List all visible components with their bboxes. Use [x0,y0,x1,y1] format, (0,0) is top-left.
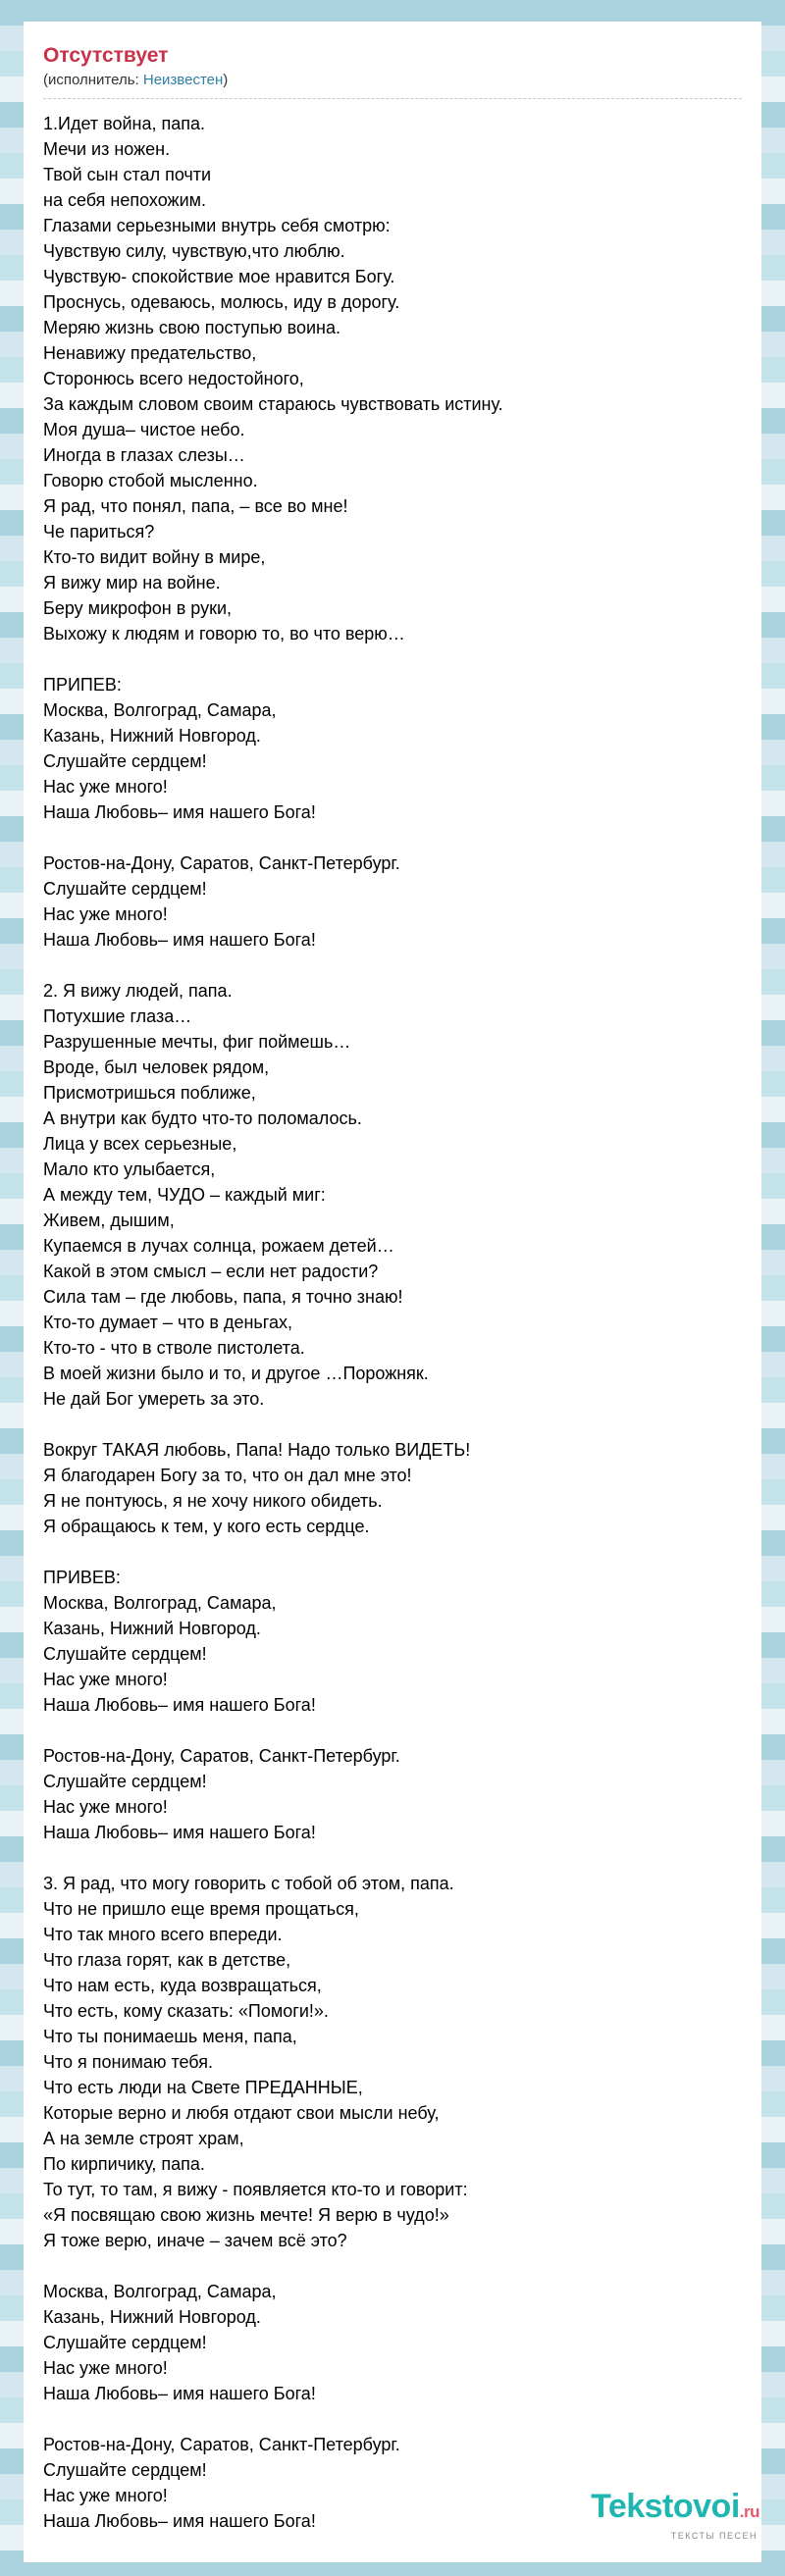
lyric-line: ПРИВЕВ: [43,1568,121,1587]
lyric-line: Говорю стобой мысленно. [43,471,258,490]
lyric-line [43,646,742,672]
lyric-line: Наша Любовь– имя нашего Бога! [43,2511,316,2531]
lyric-line: Москва, Волгоград, Самара, [43,1593,277,1613]
subtitle-suffix: ) [223,72,229,88]
lyric-line [43,1539,742,1565]
lyric-line: Какой в этом смысл – если нет радости? [43,1262,379,1281]
lyric-line: Слушайте сердцем! [43,2460,207,2480]
lyric-line [43,825,742,850]
lyric-line: Ростов-на-Дону, Саратов, Санкт-Петербург. [43,1746,400,1766]
lyric-line: Слушайте сердцем! [43,751,207,771]
logo-name: Tekstovoi [591,2488,740,2525]
lyric-line: «Я посвящаю свою жизнь мечте! Я верю в чудо!» [43,2205,449,2225]
lyric-line: Вокруг ТАКАЯ любовь, Папа! Надо только ВИДЕТЬ! [43,1440,471,1460]
logo-tagline: ТЕКСТЫ ПЕСЕН [670,2531,758,2541]
lyric-line: Сторонюсь всего недостойного, [43,369,304,388]
lyric-line: Разрушенные мечты, фиг поймешь… [43,1032,351,1052]
lyric-line: ПРИПЕВ: [43,675,122,695]
lyric-line: Слушайте сердцем! [43,1772,207,1791]
lyric-line [43,2406,742,2432]
lyric-line: Что есть люди на Свете ПРЕДАННЫЕ, [43,2078,363,2097]
lyric-line: А между тем, ЧУДО – каждый миг: [43,1185,326,1205]
lyric-line: Не дай Бог умереть за это. [43,1389,265,1409]
lyric-line: Живем, дышим, [43,1211,175,1230]
lyric-line: Наша Любовь– имя нашего Бога! [43,1695,316,1715]
lyric-line: Мало кто улыбается, [43,1159,216,1179]
lyric-line: А на земле строят храм, [43,2129,244,2148]
lyric-line: Че париться? [43,522,155,541]
lyric-line: Что ты понимаешь меня, папа, [43,2027,297,2046]
site-logo[interactable] [591,2490,759,2541]
lyric-line: Слушайте сердцем! [43,2333,207,2352]
lyric-line: Что есть, кому сказать: «Помоги!». [43,2001,329,2021]
lyric-line: Кто-то думает – что в деньгах, [43,1313,292,1332]
lyric-line: Сила там – где любовь, папа, я точно знаю! [43,1287,403,1307]
lyric-line: Нас уже много! [43,1670,168,1689]
lyric-line: Меряю жизнь свою поступью воина. [43,318,341,337]
lyric-line: Что не пришло еще время прощаться, [43,1899,359,1919]
lyric-line: Наша Любовь– имя нашего Бога! [43,2384,316,2403]
lyric-line: Нас уже много! [43,2358,168,2378]
lyric-line: Нас уже много! [43,1797,168,1817]
lyric-line: Купаемся в лучах солнца, рожаем детей… [43,1236,394,1256]
lyric-line: Ненавижу предательство, [43,343,257,363]
lyric-line: Твой сын стал почти [43,165,212,184]
lyric-line: За каждым словом своим стараюсь чувствовать истину. [43,394,503,414]
lyrics-card [24,22,761,2562]
lyric-line: Проснусь, одеваюсь, молюсь, иду в дорогу. [43,292,400,312]
lyric-line: Я обращаюсь к тем, у кого есть сердце. [43,1517,370,1536]
lyric-line: Я рад, что понял, папа, – все во мне! [43,496,348,516]
lyric-line: Что я понимаю тебя. [43,2052,213,2072]
artist-link[interactable]: Неизвестен [142,72,224,88]
lyric-line: Слушайте сердцем! [43,879,207,899]
subtitle-prefix: (исполнитель: [43,72,143,88]
song-subtitle [43,71,742,90]
lyric-line: Глазами серьезными внутрь себя смотрю: [43,216,391,235]
lyric-line: По кирпичику, папа. [43,2154,205,2174]
lyric-line: Наша Любовь– имя нашего Бога! [43,802,316,822]
lyric-line: Потухшие глаза… [43,1006,192,1026]
lyric-line: на себя непохожим. [43,190,207,210]
lyric-line [43,953,742,978]
lyric-line: Я тоже верю, иначе – зачем всё это? [43,2231,347,2250]
lyric-line: 2. Я вижу людей, папа. [43,981,233,1001]
lyric-line: Кто-то - что в стволе пистолета. [43,1338,305,1358]
lyric-line: Казань, Нижний Новгород. [43,726,261,746]
lyric-line: Кто-то видит войну в мире, [43,547,266,567]
lyric-line: 3. Я рад, что могу говорить с тобой об этом, папа. [43,1874,454,1893]
lyric-line: То тут, то там, я вижу - появляется кто-то и говорит: [43,2180,468,2199]
lyric-line: Присмотришься поближе, [43,1083,256,1103]
lyric-line: Ростов-на-Дону, Саратов, Санкт-Петербург. [43,853,400,873]
lyric-line: Ростов-на-Дону, Саратов, Санкт-Петербург. [43,2435,400,2454]
lyric-line: А внутри как будто что-то поломалось. [43,1108,362,1128]
lyric-line: Мечи из ножен. [43,139,171,159]
lyric-line: Я вижу мир на войне. [43,573,221,592]
lyrics-text [43,111,742,2534]
lyric-line [43,1718,742,1743]
lyric-line: В моей жизни было и то, и другое …Порожняк. [43,1364,429,1383]
lyric-line: Моя душа– чистое небо. [43,420,245,439]
lyric-line: Иногда в глазах слезы… [43,445,245,465]
lyric-line: Казань, Нижний Новгород. [43,2307,261,2327]
lyric-line: Вроде, был человек рядом, [43,1057,270,1077]
lyric-line: Что так много всего впереди. [43,1925,283,1944]
song-title: Отсутствует [43,44,169,67]
lyric-line: Я не понтуюсь, я не хочу никого обидеть. [43,1491,383,1511]
lyric-line: Казань, Нижний Новгород. [43,1619,261,1638]
lyric-line: Нас уже много! [43,2486,168,2505]
logo-wordmark [591,2490,759,2529]
lyric-line: Наша Любовь– имя нашего Бога! [43,930,316,950]
lyric-line: Нас уже много! [43,777,168,797]
lyric-line [43,1845,742,1871]
lyric-line: Лица у всех серьезные, [43,1134,237,1154]
lyric-line: Нас уже много! [43,904,168,924]
lyric-line: Чувствую- спокойствие мое нравится Богу. [43,267,395,286]
lyric-line: Выхожу к людям и говорю то, во что верю… [43,624,405,644]
lyric-line: Что нам есть, куда возвращаться, [43,1976,322,1995]
lyric-line: Москва, Волгоград, Самара, [43,2282,277,2301]
lyric-line: Наша Любовь– имя нашего Бога! [43,1823,316,1842]
lyric-line: Что глаза горят, как в детстве, [43,1950,291,1970]
lyric-line: Чувствую силу, чувствую,что люблю. [43,241,345,261]
lyric-line [43,1412,742,1437]
lyric-line: Беру микрофон в руки, [43,598,233,618]
lyric-line [43,2253,742,2279]
title-divider [43,98,742,99]
lyric-line: Слушайте сердцем! [43,1644,207,1664]
lyric-line: Которые верно и любя отдают свои мысли небу, [43,2103,440,2123]
lyric-line: 1.Идет война, папа. [43,114,206,133]
logo-tld: .ru [739,2502,759,2521]
lyric-line: Я благодарен Богу за то, что он дал мне это! [43,1466,412,1485]
lyric-line: Москва, Волгоград, Самара, [43,700,277,720]
